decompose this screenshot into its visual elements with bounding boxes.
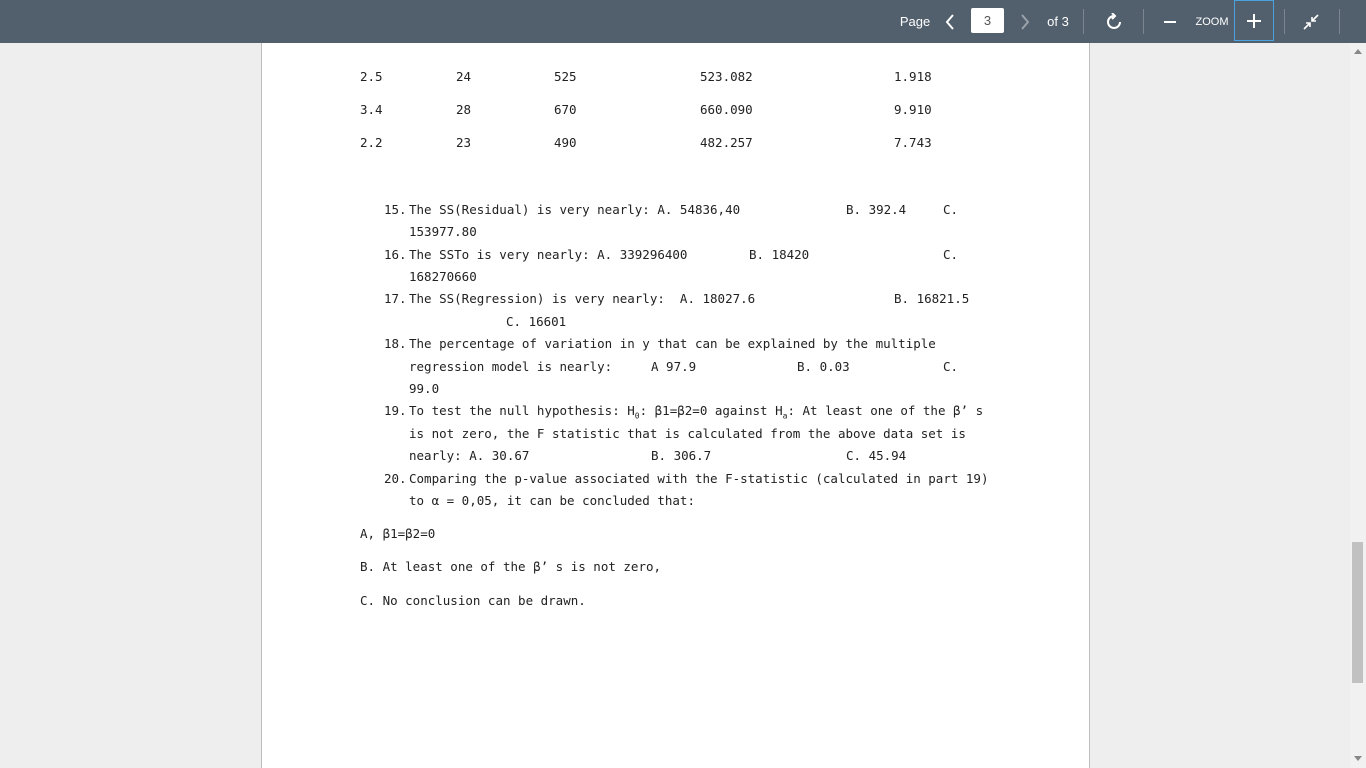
zoom-label: ZOOM	[1195, 15, 1229, 28]
document-viewport[interactable]	[0, 43, 1350, 768]
option-b: B. 16821.5	[894, 291, 970, 306]
text-fragment: To test the null hypothesis: H	[409, 403, 635, 418]
collapse-icon	[1303, 14, 1319, 30]
pdf-toolbar	[0, 0, 1366, 43]
answer-option-c: C. No conclusion can be drawn.	[360, 593, 586, 608]
toolbar-divider	[1083, 9, 1084, 34]
text-fragment: : β1=β2=0 against H	[639, 403, 783, 418]
toolbar-divider	[1339, 9, 1340, 34]
question-text: to α = 0,05, it can be concluded that:	[409, 493, 695, 508]
scrollbar-thumb[interactable]	[1352, 542, 1363, 683]
option-b: B. 0.03	[797, 359, 850, 374]
table-cell: 7.743	[894, 135, 932, 150]
option-b: B. 18420	[749, 247, 810, 262]
option-c-value: 99.0	[409, 381, 440, 396]
question-text	[409, 403, 983, 421]
page-label: Page	[899, 14, 931, 29]
chevron-right-icon	[1020, 14, 1030, 30]
table-cell: 9.910	[894, 102, 932, 117]
pdf-page	[261, 43, 1090, 768]
table-cell: 482.257	[700, 135, 753, 150]
question-number: 15.	[384, 202, 407, 217]
table-cell: 660.090	[700, 102, 753, 117]
table-cell: 1.918	[894, 69, 932, 84]
question-text: Comparing the p-value associated with the F-statistic (calculated in part 19)	[409, 471, 989, 486]
question-number: 20.	[384, 471, 407, 486]
table-cell: 670	[554, 102, 577, 117]
table-cell: 24	[456, 69, 472, 84]
toolbar-divider	[1143, 9, 1144, 34]
zoom-out-button[interactable]	[1158, 0, 1182, 43]
page-total: of 3	[1047, 14, 1069, 29]
question-text: regression model is nearly:	[409, 359, 613, 374]
vertical-scrollbar[interactable]	[1350, 43, 1366, 768]
scroll-up-arrow[interactable]	[1354, 49, 1362, 54]
text-fragment: : At least one of the β’ s	[787, 403, 984, 418]
rotate-icon	[1105, 13, 1123, 31]
page-number-input[interactable]: 3	[971, 8, 1004, 33]
subscript: 0	[634, 411, 640, 421]
table-cell: 523.082	[700, 69, 753, 84]
answer-option-a: A, β1=β2=0	[360, 526, 436, 541]
table-cell: 28	[456, 102, 472, 117]
exit-fullscreen-button[interactable]	[1298, 0, 1324, 43]
option-c-value: 153977.80	[409, 224, 477, 239]
question-text: The SSTo is very nearly: A. 339296400	[409, 247, 688, 262]
question-text: is not zero, the F statistic that is calculated from the above data set is	[409, 426, 966, 441]
subscript: a	[782, 411, 788, 421]
question-number: 17.	[384, 291, 407, 306]
question-text: The percentage of variation in y that can be explained by the multiple	[409, 336, 936, 351]
scroll-down-arrow[interactable]	[1354, 756, 1362, 761]
table-cell: 2.2	[360, 135, 383, 150]
table-cell: 2.5	[360, 69, 383, 84]
option-c: C. 45.94	[846, 448, 907, 463]
table-cell: 490	[554, 135, 577, 150]
option-c: C.	[943, 202, 959, 217]
rotate-button[interactable]	[1100, 0, 1128, 43]
answer-option-b: B. At least one of the β’ s is not zero,	[360, 559, 662, 574]
minus-icon	[1163, 15, 1177, 29]
previous-page-button[interactable]	[940, 0, 960, 43]
zoom-in-button[interactable]	[1234, 0, 1274, 41]
question-text: The SS(Regression) is very nearly: A. 18027.6	[409, 291, 756, 306]
plus-icon	[1246, 13, 1262, 29]
question-text: The SS(Residual) is very nearly: A. 54836,40	[409, 202, 741, 217]
option-c-value: 168270660	[409, 269, 477, 284]
table-cell: 23	[456, 135, 472, 150]
option-b: B. 306.7	[651, 448, 712, 463]
question-number: 16.	[384, 247, 407, 262]
toolbar-divider	[1284, 9, 1285, 34]
question-text: nearly: A. 30.67	[409, 448, 530, 463]
option-b: B. 392.4	[846, 202, 907, 217]
question-number: 19.	[384, 403, 407, 418]
table-cell: 525	[554, 69, 577, 84]
option-c: C.	[943, 359, 959, 374]
option-c: C.	[943, 247, 959, 262]
option-a: A 97.9	[651, 359, 697, 374]
chevron-left-icon	[945, 14, 955, 30]
table-cell: 3.4	[360, 102, 383, 117]
option-c: C. 16601	[506, 314, 567, 329]
question-number: 18.	[384, 336, 407, 351]
next-page-button[interactable]	[1015, 0, 1035, 43]
